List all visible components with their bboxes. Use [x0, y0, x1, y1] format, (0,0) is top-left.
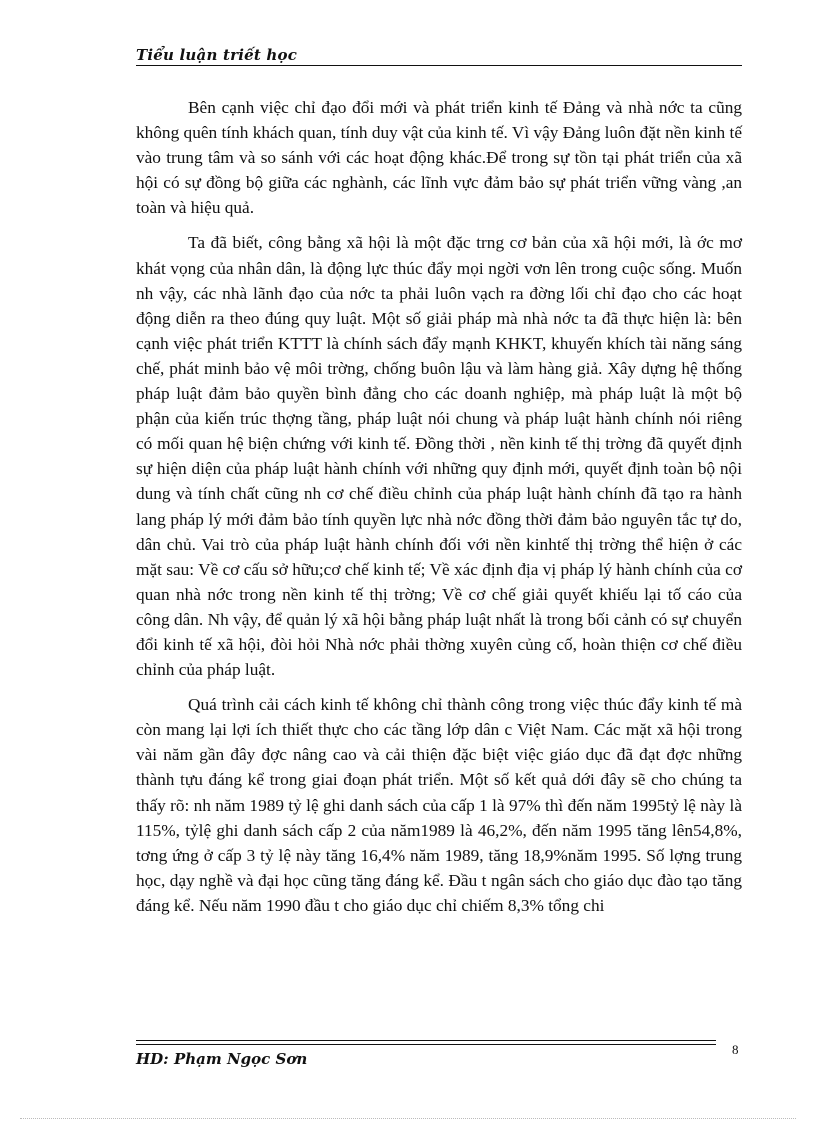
- footer-rule: [136, 1040, 716, 1041]
- page-number: 8: [732, 1042, 739, 1057]
- page-edge-divider: [20, 1118, 796, 1119]
- document-body: [136, 95, 742, 928]
- page-header: [136, 46, 742, 68]
- paragraph: Bên cạnh việc chỉ đạo đổi mới và phát triển kinh tế Đảng và nhà nớc ta cũng không quên tính khách quan, tính duy vật của kinh tế. Vì vậy Đảng luôn đặt nền kinh tế vào trung tâm và so sánh với các hoạt động khác.Để trong sự tồn tại phát triển của xã hội có sự đồng bộ giữa các nghành, các lĩnh vực đảm bảo sự phát triển vững vàng ,an toàn và hiệu quả.: [136, 98, 742, 218]
- footer-author: HD: Phạm Ngọc Sơn: [136, 1050, 308, 1068]
- paragraph: Quá trình cải cách kinh tế không chỉ thành công trong việc thúc đẩy kinh tế mà còn mang lại lợi ích thiết thực cho các tầng lớp dân c Việt Nam. Các mặt xã hội trong vài năm gần đây đợc nâng cao và cải thiện đặc biệt việc giáo dục đã đạt đợc những thành tựu đáng kể trong giai đoạn phát triển. Một số kết quả dới đây sẽ cho chúng ta thấy rõ: nh năm 1989 tỷ lệ ghi danh sách của cấp 1 là 97% thì đến năm 1995tỷ lệ này là 115%, tỷlệ ghi danh sách cấp 2 của năm1989 là 46,2%, đến năm 1995 tăng lên54,8%, tơng ứng ở cấp 3 tỷ lệ này tăng 16,4% năm 1989, tăng 18,9%năm 1995. Số lợng trung học, dạy nghề và đại học cũng tăng đáng kể. Đầu t ngân sách cho giáo dục đào tạo tăng đáng kể. Nếu năm 1990 đầu t cho giáo dục chỉ chiếm 8,3% tổng chi: [136, 695, 742, 915]
- header-rule: [136, 65, 742, 66]
- page-footer: [136, 1040, 742, 1074]
- footer-rule: [136, 1044, 716, 1045]
- paragraph: Ta đã biết, công bằng xã hội là một đặc trng cơ bản của xã hội mới, là ớc mơ khát vọng của nhân dân, là động lực thúc đẩy mọi ngời vơn lên trong cuộc sống. Muốn nh vậy, các nhà lãnh đạo của nớc ta phải luôn vạch ra đờng lối chỉ đạo cho các hoạt động diễn ra theo đúng quy luật. Một số giải pháp mà nhà nớc ta đã thực hiện là: bên cạnh việc phát triển KTTT là chính sách đẩy mạnh KHKT, khuyến khích tài năng sáng chế, phát minh bảo vệ môi trờng, chống buôn lậu và làm hàng giả. Xây dựng hệ thống pháp luật đảm bảo quyền bình đẳng cho các doanh nghiệp, mà pháp luật là một bộ phận của kiến trúc thợng tầng, pháp luật nói chung và pháp luật hành chính nói riêng có mối quan hệ biện chứng với kinh tế. Đồng thời , nền kinh tế thị trờng đã quyết định sự hiện diện của pháp luật hành chính với những quy định mới, quyết định toàn bộ nội dung và tính chất cũng nh cơ chế điều chỉnh của pháp luật hành chính đã tạo ra hành lang pháp lý mới đảm bảo tính quyền lực nhà nớc đồng thời đảm bảo nguyên tắc tự do, dân chủ. Vai trò của pháp luật hành chính đối với nền kinhtế thị trờng thể hiện ở các mặt sau: Về cơ cấu sở hữu;cơ chế kinh tế; Về xác định địa vị pháp lý hành chính của cơ quan nhà nớc trong nền kinh tế thị trờng; Về cơ chế giải quyết khiếu lại tố cáo của công dân. Nh vậy, để quản lý xã hội bằng pháp luật nhất là trong bối cảnh có sự chuyển đổi kinh tế xã hội, đòi hỏi Nhà nớc phải thờng xuyên củng cố, hoàn thiện cơ chế điều chỉnh của pháp luật.: [136, 233, 742, 680]
- header-title: Tiểu luận triết học: [136, 46, 298, 64]
